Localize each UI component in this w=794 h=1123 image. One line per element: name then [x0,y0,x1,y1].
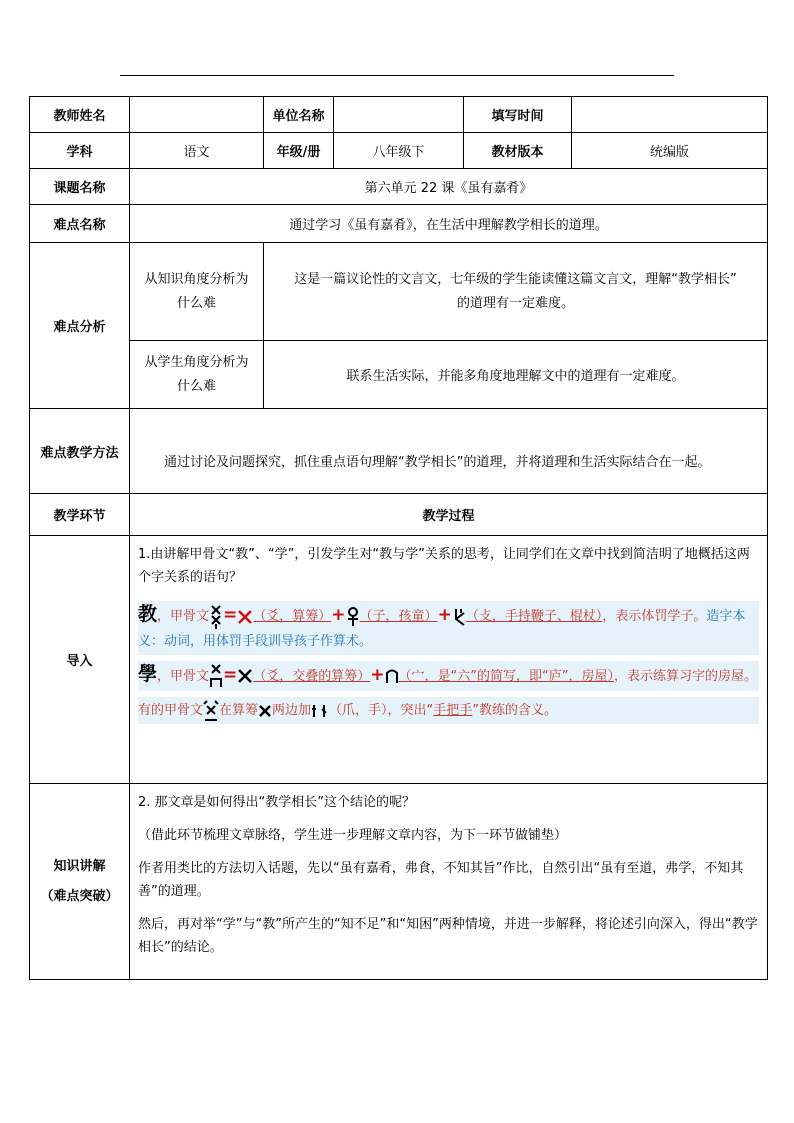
oracle-xue-glyph-icon [209,663,223,689]
knowledge-angle-value: 这是一篇议论性的文言文，七年级的学生能读懂这篇文言文，理解“教学相长” 的道理有一定难度。 [264,243,768,341]
analysis-label: 难点分析 [30,243,130,409]
oracle-zhao-glyph-icon [311,703,329,719]
knowledge-label-line2: （难点突破） [40,888,119,904]
jiao-explanation [138,601,759,655]
jiao-character: 教 [138,603,158,625]
lesson-design-table [29,96,768,980]
intro-question: 1.由讲解甲骨文“教”、“学”，引发学生对“教与学”关系的思考，让同学们在文章中找到简洁明了地概括这两个字关系的语句？ [138,547,750,585]
row-intro [30,536,768,784]
row-subject [30,133,768,169]
topic-label: 课题名称 [30,169,130,205]
knowledge-p2: （借此环节梳理文章脉络，学生进一步理解文章内容，为下一环节做铺垫） [138,828,568,843]
variant-text-a: 有的甲骨文 [138,703,204,718]
xue-explanation [138,661,759,692]
row-knowledge-angle [30,243,768,341]
variant-text-e: 手把手 [433,703,473,718]
equals-sign: = [223,664,238,685]
row-topic [30,169,768,205]
plus-sign: + [437,605,452,625]
jiao-part-yao: （爻，算筹） [253,609,332,624]
knowledge-angle-label: 从知识角度分析为 什么难 [130,243,264,341]
plus-sign: + [370,664,385,685]
unit-label: 单位名称 [264,97,334,133]
variant-text-b: 在算筹 [219,703,259,718]
xue-part-mian: （宀，是“六”的简写，即“庐”，房屋） [398,668,614,684]
oracle-mian-glyph-icon [385,668,399,684]
intro-content [130,536,768,784]
knowledge-label-line1: 知识讲解 [53,858,106,874]
row-teacher [30,97,768,133]
plus-sign: + [331,605,346,625]
knowledge-p1: 2. 那文章是如何得出“教学相长”这个结论的呢？ [138,795,416,810]
row-student-angle [30,341,768,409]
student-angle-value: 联系生活实际，并能多角度地理解文中的道理有一定难度。 [264,341,768,409]
method-label: 难点教学方法 [30,409,130,494]
grade-label: 年级/册 [264,133,334,169]
teacher-name-label: 教师姓名 [30,97,130,133]
subject-label: 学科 [30,133,130,169]
variant-text-c: 两边加 [272,703,312,718]
header-rule [120,75,674,76]
oracle-yao-glyph-icon [237,609,253,625]
variant-text-f: ”教练的含义。 [472,703,558,718]
edition-label: 教材版本 [464,133,572,169]
method-value: 通过讨论及问题探究，抓住重点语句理解“教学相长”的道理，并将道理和生活实际结合在一起。 [130,409,768,494]
variant-explanation [138,697,759,724]
row-difficulty [30,205,768,243]
teacher-name-field[interactable] [130,97,264,133]
xue-character: 學 [138,662,158,685]
grade-value: 八年级下 [334,133,464,169]
equals-sign: = [223,605,238,625]
edition-value: 统编版 [572,133,768,169]
jiao-note: 造字本义：动词，用体罚手段训导孩子作算术。 [138,609,746,649]
unit-field[interactable] [334,97,464,133]
oracle-variant-glyph-icon [203,700,219,722]
knowledge-label [30,784,130,980]
knowledge-p3: 作者用类比的方法切入话题，先以“虽有嘉肴，弗食，不知其旨”作比，自然引出“虽有至道，弗学，不知其善”的道理。 [138,861,744,899]
variant-text-d: （爪，手），突出“ [329,703,434,718]
date-field[interactable] [572,97,768,133]
date-label: 填写时间 [464,97,572,133]
knowledge-content [130,784,768,980]
oracle-jiao-glyph-icon [209,604,223,630]
xue-part-yao: （爻，交叠的算筹） [253,668,371,684]
oracle-zi-glyph-icon [346,607,360,627]
jiao-tail: ，表示体罚学子。 [602,609,707,624]
row-knowledge [30,784,768,980]
jiao-part-zi: （子，孩童） [359,609,438,624]
xue-prefix: ，甲骨文 [157,668,210,684]
row-process-header [30,494,768,536]
row-method [30,409,768,494]
jiao-prefix: ，甲骨文 [157,609,210,624]
stage-header: 教学环节 [30,494,130,536]
oracle-suanchou-glyph-icon [258,704,272,718]
topic-value: 第六单元 22 课《虽有嘉肴》 [130,169,768,205]
knowledge-p4: 然后，再对举“学”与“教”所产生的“知不足”和“知困”两种情境，并进一步解释，将论述引向深入，得出“教学相长”的结论。 [138,917,758,955]
jiao-part-pu: （攴，手持鞭子、棍杖） [465,609,603,624]
process-header: 教学过程 [130,494,768,536]
student-angle-label: 从学生角度分析为 什么难 [130,341,264,409]
xue-tail: ，表示练算习字的房屋。 [614,668,758,684]
oracle-yao-glyph-icon [237,668,253,684]
difficulty-label: 难点名称 [30,205,130,243]
difficulty-value: 通过学习《虽有嘉肴》，在生活中理解教学相长的道理。 [130,205,768,243]
oracle-pu-glyph-icon [452,607,466,627]
subject-value: 语文 [130,133,264,169]
intro-label: 导入 [30,536,130,784]
